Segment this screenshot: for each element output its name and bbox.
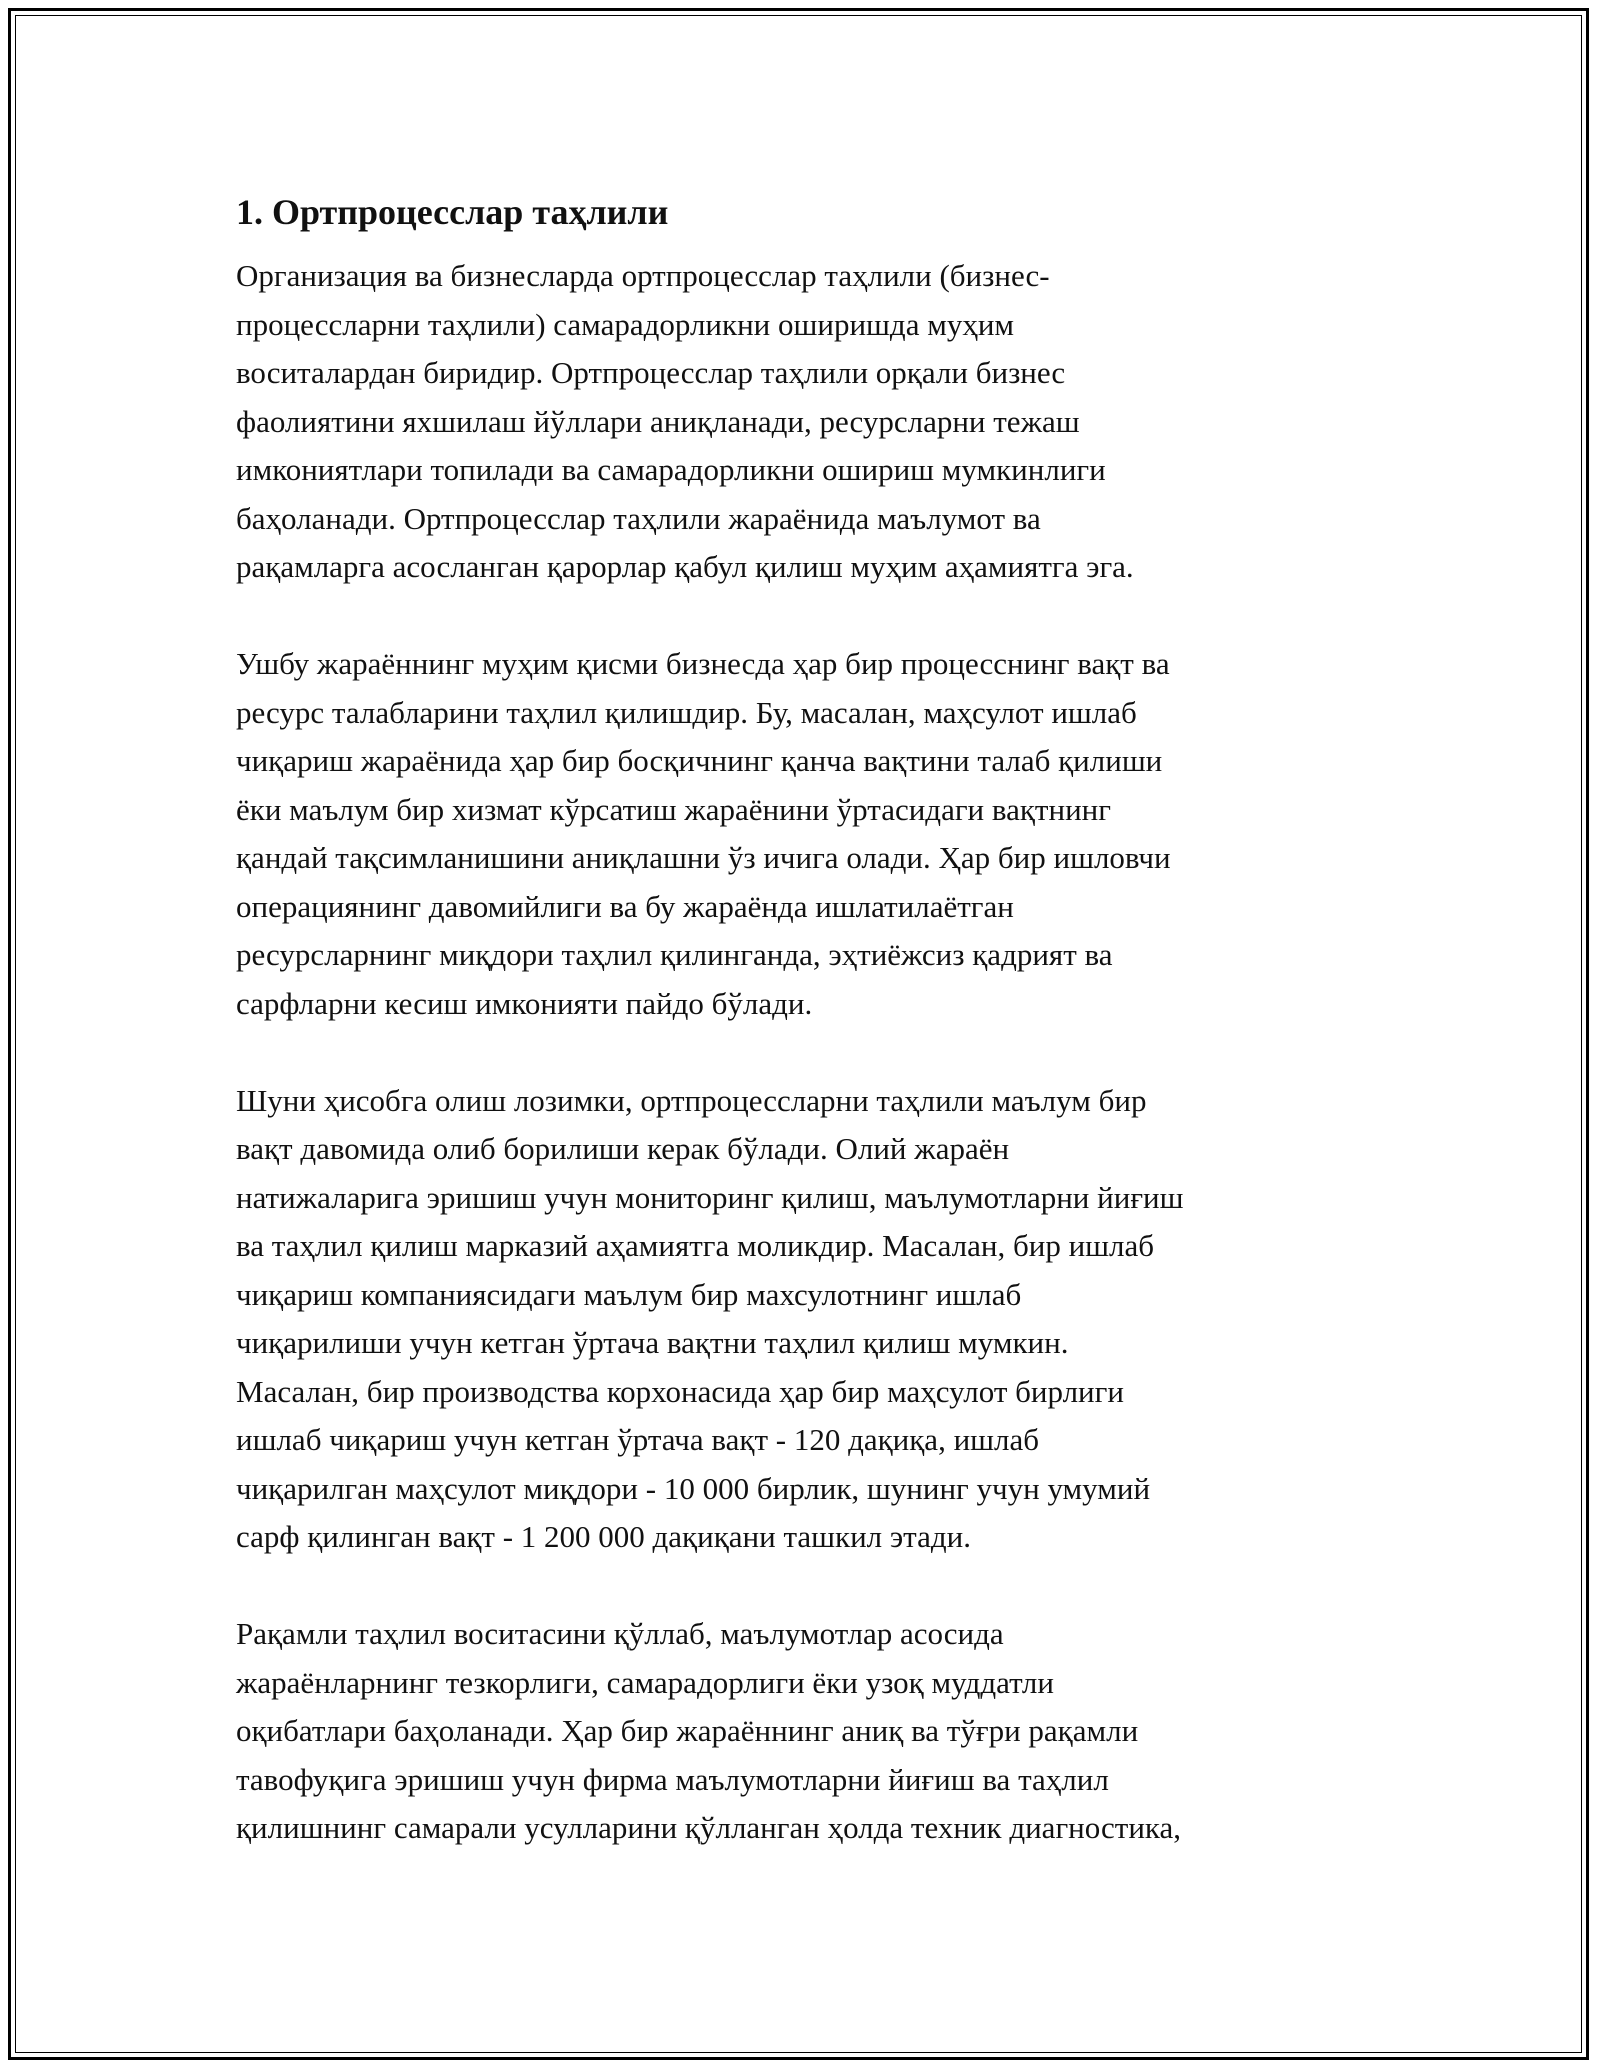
paragraph-3 — [236, 1077, 1366, 1562]
text-line: вақт давомида олиб борилиши керак бўлади. Олий жараён — [236, 1131, 1010, 1166]
text-line: сарф қилинган вақт - 1 200 000 дақиқани ташкил этади. — [236, 1519, 971, 1554]
text-line: чиқариш компаниясидаги маълум бир махсулотнинг ишлаб — [236, 1276, 1022, 1312]
text-line: чиқариш жараёнида ҳар бир босқичнинг қанча вақтини талаб қилиши — [236, 743, 1163, 778]
text-line: воситалардан биридир. Ортпроцесслар таҳлили орқали бизнес — [236, 355, 1066, 390]
text-line: Рақамли таҳлил воситасини қўллаб, маълумотлар асосида — [236, 1616, 1004, 1651]
paragraph-1 — [236, 252, 1366, 592]
document-body — [236, 188, 1366, 1901]
text-line: баҳоланади. Ортпроцесслар таҳлили жараёнида маълумот ва — [236, 500, 1041, 536]
text-line: Масалан, бир производства корхонасида ҳар бир маҳсулот бирлиги — [236, 1373, 1124, 1409]
text-line: рақамларга асосланган қарорлар қабул қилиш муҳим аҳамиятга эга. — [236, 549, 1134, 584]
text-line: ва таҳлил қилиш марказий аҳамиятга моликдир. Масалан, бир ишлаб — [236, 1228, 1155, 1263]
text-line: ишлаб чиқариш учун кетган ўртача вақт - 120 дақиқа, ишлаб — [236, 1422, 1040, 1457]
text-line: оқибатлари баҳоланади. Ҳар бир жараённинг аниқ ва тўғри рақамли — [236, 1713, 1139, 1748]
text-line: қилишнинг самарали усулларини қўлланган ҳолда техник диагностика, — [236, 1810, 1182, 1845]
text-line: қандай тақсимланишини аниқлашни ўз ичига олади. Ҳар бир ишловчи — [236, 840, 1171, 875]
text-line: тавофуқига эришиш учун фирма маълумотларни йиғиш ва таҳлил — [236, 1761, 1109, 1797]
text-line: чиқарилиши учун кетган ўртача вақтни таҳлил қилиш мумкин. — [236, 1325, 1069, 1360]
paragraph-2 — [236, 640, 1366, 1028]
paragraph-4 — [236, 1610, 1366, 1853]
text-line: натижаларига эришиш учун мониторинг қилиш, маълумотларни йиғиш — [236, 1179, 1184, 1215]
text-line: жараёнларнинг тезкорлиги, самарадорлиги ёки узоқ муддатли — [236, 1664, 1054, 1700]
text-line: процессларни таҳлили) самарадорликни оширишда муҳим — [236, 306, 1015, 342]
text-line: ресурс талабларини таҳлил қилишдир. Бу, масалан, маҳсулот ишлаб — [236, 694, 1137, 730]
text-line: ёки маълум бир хизмат кўрсатиш жараёнини ўртасидаги вақтнинг — [236, 791, 1111, 827]
text-line: ресурсларнинг миқдори таҳлил қилинганда, эҳтиёжсиз қадрият ва — [236, 937, 1113, 972]
text-line: Организация ва бизнесларда ортпроцесслар таҳлили (бизнес- — [236, 258, 1050, 293]
text-line: операциянинг давомийлиги ва бу жараёнда ишлатилаётган — [236, 888, 1014, 924]
section-heading: 1. Ортпроцесслар таҳлили — [236, 192, 669, 232]
text-line: сарфларни кесиш имконияти пайдо бўлади. — [236, 985, 813, 1021]
text-line: Шуни ҳисобга олиш лозимки, ортпроцессларни таҳлили маълум бир — [236, 1082, 1147, 1118]
text-line: Ушбу жараённинг муҳим қисми бизнесда ҳар бир процесснинг вақт ва — [236, 646, 1170, 681]
text-line: имкониятлари топилади ва самарадорликни ошириш мумкинлиги — [236, 452, 1106, 487]
text-line: фаолиятини яхшилаш йўллари аниқланади, ресурсларни тежаш — [236, 403, 1080, 439]
text-line: чиқарилган маҳсулот миқдори - 10 000 бирлик, шунинг учун умумий — [236, 1470, 1151, 1506]
